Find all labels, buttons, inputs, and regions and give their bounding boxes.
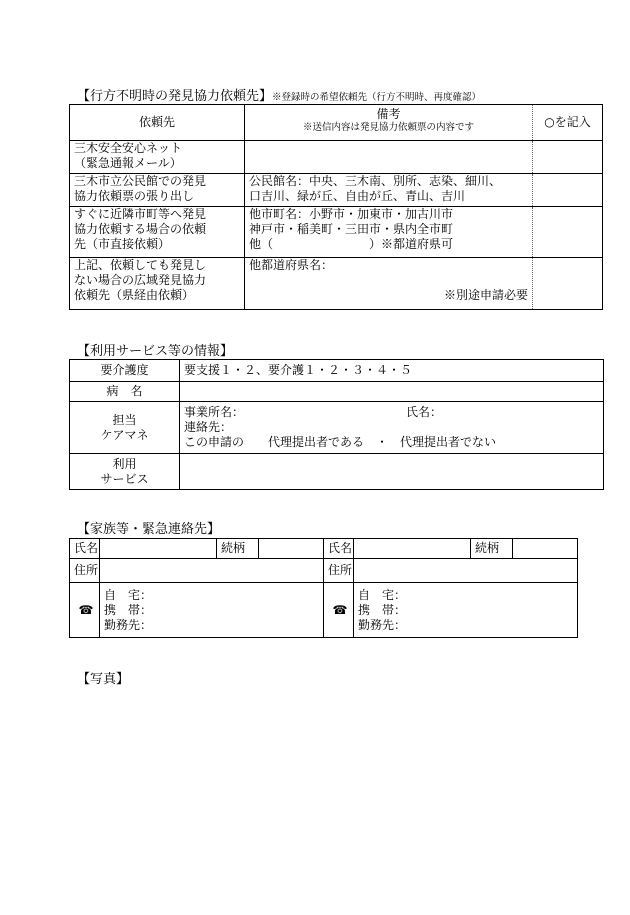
remarks-line: 他（ ）※都道府県可 xyxy=(249,237,454,251)
remarks-cell[interactable] xyxy=(245,141,533,174)
disease-label: 病 名 xyxy=(70,382,180,402)
header-remarks xyxy=(245,105,533,141)
section1-note: ※登録時の希望依頼先（行方不明時、再度確認） xyxy=(272,92,482,103)
phone-icon xyxy=(70,583,100,638)
destination-line: 上記、依頼しても発見し xyxy=(74,258,207,272)
destination-line: 協力依頼票の張り出し xyxy=(74,189,195,203)
phone-cell xyxy=(100,583,324,638)
mark-cell[interactable] xyxy=(533,207,603,258)
contact-label: 連絡先： xyxy=(184,420,233,434)
destination-line: 三木安全安心ネット xyxy=(74,141,183,155)
home-phone-label: 自 宅： xyxy=(358,587,407,602)
service-label-line: サービス xyxy=(100,471,149,486)
destination-cell xyxy=(70,141,245,174)
section1-title xyxy=(77,85,481,104)
relation-label: 続柄 xyxy=(471,539,513,559)
work-phone-label: 勤務先： xyxy=(358,617,407,632)
mark-cell[interactable] xyxy=(533,174,603,207)
service-label-line: 利用 xyxy=(112,456,137,471)
destination-cell xyxy=(70,207,245,258)
remarks-line: 他都道府県名： xyxy=(249,258,334,272)
table-row xyxy=(70,258,603,310)
emergency-contact-table xyxy=(69,538,578,638)
proxy-choice[interactable]: この申請の 代理提出者である ・ 代理提出者でない xyxy=(184,435,497,449)
separate-application-note: ※別途申請必要 xyxy=(443,288,528,302)
remarks-line: 他市町名：小野市・加東市・加古川市 xyxy=(249,207,454,221)
phone-glyph: ☎ xyxy=(78,602,94,617)
care-manager-cell xyxy=(180,402,604,454)
phone-glyph: ☎ xyxy=(332,602,348,617)
name-label: 氏名 xyxy=(70,539,100,559)
spacer xyxy=(249,273,532,288)
header-remarks-label: 備考 xyxy=(376,107,401,121)
relation-field[interactable] xyxy=(513,539,578,559)
table-row xyxy=(70,207,603,258)
photo-area[interactable] xyxy=(69,690,603,890)
table-row xyxy=(70,141,603,174)
care-manager-label-line: ケアマネ xyxy=(100,427,149,442)
mobile-phone-label: 携 帯： xyxy=(358,602,407,617)
manager-name-label: 氏名： xyxy=(406,405,443,419)
remarks-line: 神戸市・稲美町・三田市・県内全市町 xyxy=(249,222,454,236)
care-level-label: 要介護度 xyxy=(70,360,180,382)
home-phone-label: 自 宅： xyxy=(104,587,153,602)
header-mark: ○を記入 xyxy=(533,105,603,141)
office-line xyxy=(184,405,603,420)
relation-label: 続柄 xyxy=(217,539,259,559)
mark-cell[interactable] xyxy=(533,258,603,310)
table-row xyxy=(70,174,603,207)
remarks-cell xyxy=(245,207,533,258)
care-level-value[interactable]: 要支援１・２、要介護１・２・３・４・５ xyxy=(180,360,604,382)
care-manager-label-line: 担当 xyxy=(112,412,137,427)
section2-title: 【利用サービス等の情報】 xyxy=(77,344,234,359)
remarks-cell xyxy=(245,174,533,207)
remarks-line: 口吉川、緑が丘、自由が丘、青山、吉川 xyxy=(249,189,466,203)
remarks-line: 公民館名：中央、三木南、別所、志染、細川、 xyxy=(249,174,502,188)
destination-line: すぐに近隣市町等へ発見 xyxy=(74,207,207,221)
address-field[interactable] xyxy=(100,559,324,583)
section1-title-text: 【行方不明時の発見協力依頼先】 xyxy=(77,89,273,104)
header-remarks-note: ※送信内容は発見協力依頼票の内容です xyxy=(302,122,474,133)
destination-cell xyxy=(70,174,245,207)
relation-field[interactable] xyxy=(259,539,324,559)
mobile-phone-label: 携 帯： xyxy=(104,602,153,617)
name-field[interactable] xyxy=(100,539,217,559)
work-phone-label: 勤務先： xyxy=(104,617,153,632)
phone-icon xyxy=(324,583,354,638)
address-label: 住所 xyxy=(324,559,354,583)
phone-cell xyxy=(354,583,578,638)
service-info-table xyxy=(69,359,604,490)
address-label: 住所 xyxy=(70,559,100,583)
section3-title: 【家族等・緊急連絡先】 xyxy=(77,522,221,537)
address-field[interactable] xyxy=(354,559,578,583)
remarks-cell xyxy=(245,258,533,310)
search-request-table xyxy=(69,104,603,310)
destination-line: 依頼先（県経由依頼） xyxy=(74,288,195,302)
destination-line: 協力依頼する場合の依頼 xyxy=(74,222,207,236)
destination-line: （緊急通報メール） xyxy=(74,156,182,170)
office-label: 事業所名： xyxy=(184,405,245,419)
mark-cell[interactable] xyxy=(533,141,603,174)
care-manager-label xyxy=(70,402,180,454)
disease-value[interactable] xyxy=(180,382,604,402)
service-value[interactable] xyxy=(180,454,604,490)
destination-line: 三木市立公民館での発見 xyxy=(74,174,207,188)
name-label: 氏名 xyxy=(324,539,354,559)
section4-title: 【写真】 xyxy=(77,672,130,687)
destination-line: 先（市直接依頼） xyxy=(74,237,171,251)
header-destination: 依頼先 xyxy=(70,105,245,141)
destination-line: ない場合の広域発見協力 xyxy=(74,273,207,287)
service-label xyxy=(70,454,180,490)
destination-cell xyxy=(70,258,245,310)
name-field[interactable] xyxy=(354,539,471,559)
